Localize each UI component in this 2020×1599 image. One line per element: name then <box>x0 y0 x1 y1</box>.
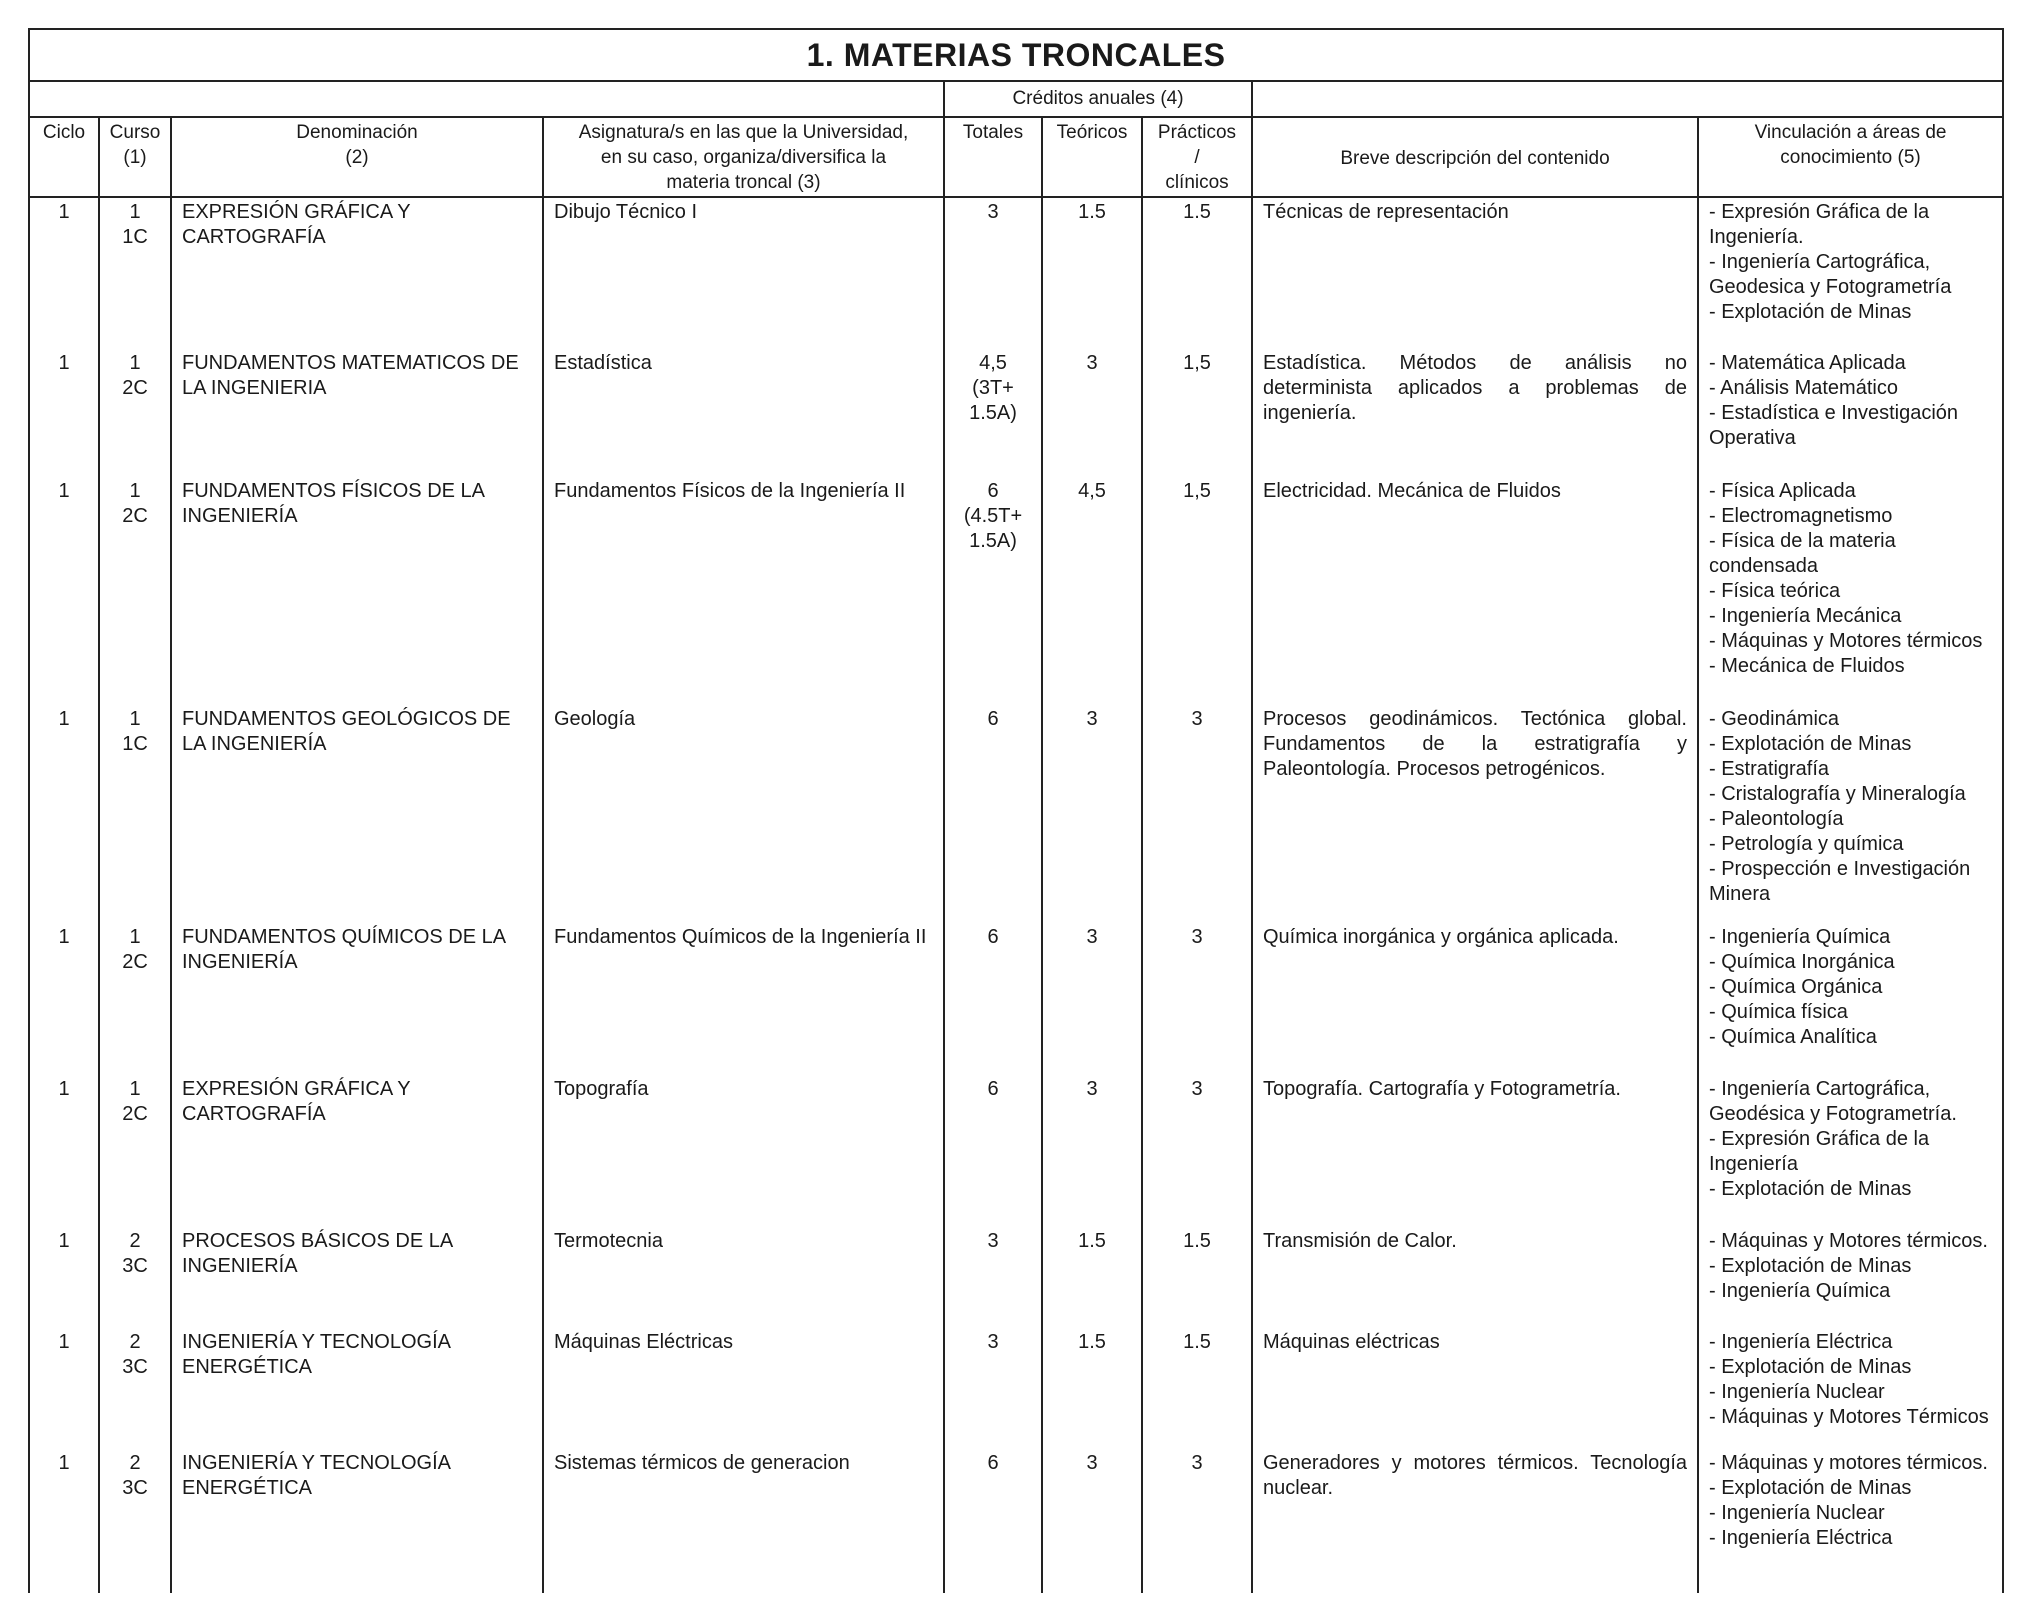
area-item: - Química física <box>1709 1001 1848 1023</box>
col-header-curso: Curso (1) <box>99 117 171 197</box>
area-item: - Ingeniería Química <box>1709 1280 1891 1302</box>
denominacion-cell: INGENIERÍA Y TECNOLOGÍA ENERGÉTICA <box>171 1328 543 1449</box>
practicos-cell: 3 <box>1142 923 1252 1075</box>
area-item: - Ingeniería Cartográfica, Geodésica y Fotogrametría. <box>1709 1078 1957 1125</box>
area-item: - Química Orgánica <box>1709 976 1883 998</box>
creditos-anuales-header: Créditos anuales (4) <box>944 81 1252 117</box>
practicos-cell: 1.5 <box>1142 1227 1252 1328</box>
empty-cell <box>1698 1567 2003 1593</box>
areas-cell <box>1698 1075 2003 1227</box>
empty-cell <box>944 1567 1042 1593</box>
col-header-teoricos: Teóricos <box>1042 117 1142 197</box>
teoricos-cell: 3 <box>1042 923 1142 1075</box>
denominacion-cell: FUNDAMENTOS GEOLÓGICOS DE LA INGENIERÍA <box>171 705 543 923</box>
area-item: - Estadística e Investigación Operativa <box>1709 402 1959 449</box>
area-item: - Física Aplicada <box>1709 480 1856 502</box>
practicos-cell: 1.5 <box>1142 1328 1252 1449</box>
area-item: - Química Inorgánica <box>1709 951 1895 973</box>
descripcion-cell: Técnicas de representación <box>1252 197 1698 349</box>
practicos-cell: 3 <box>1142 1075 1252 1227</box>
curso-cell: 2 3C <box>99 1328 171 1449</box>
descripcion-cell: Máquinas eléctricas <box>1252 1328 1698 1449</box>
denominacion-cell: PROCESOS BÁSICOS DE LA INGENIERÍA <box>171 1227 543 1328</box>
ciclo-cell: 1 <box>29 1449 99 1567</box>
totales-cell: 6 (4.5T+ 1.5A) <box>944 477 1042 705</box>
empty-cell <box>99 1567 171 1593</box>
blank-header-left <box>29 81 944 117</box>
area-item: - Ingeniería Nuclear <box>1709 1381 1885 1403</box>
asignatura-cell: Geología <box>543 705 944 923</box>
area-item: - Expresión Gráfica de la Ingeniería. <box>1709 201 1930 248</box>
denominacion-cell: EXPRESIÓN GRÁFICA Y CARTOGRAFÍA <box>171 197 543 349</box>
areas-cell <box>1698 349 2003 477</box>
area-item: - Máquinas y Motores térmicos. <box>1709 1230 1988 1252</box>
col-header-totales: Totales <box>944 117 1042 197</box>
area-item: - Física teórica <box>1709 580 1841 602</box>
area-item: - Explotación de Minas <box>1709 301 1912 323</box>
totales-cell: 3 <box>944 1328 1042 1449</box>
areas-cell <box>1698 705 2003 923</box>
area-item: - Petrología y química <box>1709 833 1904 855</box>
ciclo-cell: 1 <box>29 197 99 349</box>
teoricos-cell: 3 <box>1042 1075 1142 1227</box>
areas-cell <box>1698 923 2003 1075</box>
area-item: - Ingeniería Mecánica <box>1709 605 1902 627</box>
ciclo-cell: 1 <box>29 1075 99 1227</box>
ciclo-cell: 1 <box>29 705 99 923</box>
descripcion-cell: Estadística. Métodos de análisis no determinista aplicados a problemas de ingeniería. <box>1252 349 1698 477</box>
practicos-cell: 1,5 <box>1142 349 1252 477</box>
practicos-cell: 3 <box>1142 705 1252 923</box>
area-item: - Explotación de Minas <box>1709 1255 1912 1277</box>
area-item: - Mecánica de Fluidos <box>1709 655 1905 677</box>
totales-cell: 3 <box>944 1227 1042 1328</box>
area-item: - Ingeniería Eléctrica <box>1709 1527 1893 1549</box>
denominacion-cell: FUNDAMENTOS MATEMATICOS DE LA INGENIERIA <box>171 349 543 477</box>
curso-cell: 1 2C <box>99 1075 171 1227</box>
teoricos-cell: 4,5 <box>1042 477 1142 705</box>
denominacion-cell: EXPRESIÓN GRÁFICA Y CARTOGRAFÍA <box>171 1075 543 1227</box>
areas-cell <box>1698 1449 2003 1567</box>
descripcion-cell: Procesos geodinámicos. Tectónica global. Fundamentos de la estratigrafía y Paleontología. Procesos petrogénicos. <box>1252 705 1698 923</box>
descripcion-cell: Electricidad. Mecánica de Fluidos <box>1252 477 1698 705</box>
totales-cell: 6 <box>944 1075 1042 1227</box>
blank-header-right <box>1252 81 2003 117</box>
totales-cell: 6 <box>944 1449 1042 1567</box>
empty-cell <box>543 1567 944 1593</box>
area-item: - Ingeniería Eléctrica <box>1709 1331 1893 1353</box>
area-item: - Ingeniería Nuclear <box>1709 1502 1885 1524</box>
ciclo-cell: 1 <box>29 349 99 477</box>
descripcion-cell: Transmisión de Calor. <box>1252 1227 1698 1328</box>
empty-cell <box>171 1567 543 1593</box>
table-row <box>29 1328 2003 1449</box>
area-item: - Máquinas y Motores térmicos <box>1709 630 1983 652</box>
denominacion-cell: FUNDAMENTOS FÍSICOS DE LA INGENIERÍA <box>171 477 543 705</box>
area-item: - Geodinámica <box>1709 708 1840 730</box>
curso-cell: 1 1C <box>99 197 171 349</box>
table-row <box>29 923 2003 1075</box>
practicos-cell: 3 <box>1142 1449 1252 1567</box>
col-header-ciclo: Ciclo <box>29 117 99 197</box>
document-sheet <box>28 28 2002 1593</box>
totales-cell: 6 <box>944 705 1042 923</box>
teoricos-cell: 1.5 <box>1042 1227 1142 1328</box>
table-row-continuation <box>29 1567 2003 1593</box>
table-row <box>29 1449 2003 1567</box>
empty-cell <box>29 1567 99 1593</box>
area-item: - Matemática Aplicada <box>1709 352 1906 374</box>
area-item: - Ingeniería Química <box>1709 926 1891 948</box>
page-title: 1. MATERIAS TRONCALES <box>29 29 2003 81</box>
table-row <box>29 1227 2003 1328</box>
denominacion-cell: INGENIERÍA Y TECNOLOGÍA ENERGÉTICA <box>171 1449 543 1567</box>
area-item: - Física de la materia condensada <box>1709 530 1896 577</box>
area-item: - Expresión Gráfica de la Ingeniería <box>1709 1128 1930 1175</box>
asignatura-cell: Sistemas térmicos de generacion <box>543 1449 944 1567</box>
area-item: - Explotación de Minas <box>1709 1178 1912 1200</box>
col-header-vinculacion: Vinculación a áreas de conocimiento (5) <box>1698 117 2003 197</box>
asignatura-cell: Fundamentos Químicos de la Ingeniería II <box>543 923 944 1075</box>
areas-cell <box>1698 1227 2003 1328</box>
empty-cell <box>1252 1567 1698 1593</box>
areas-cell <box>1698 1328 2003 1449</box>
area-item: - Máquinas y motores térmicos. <box>1709 1452 1988 1474</box>
asignatura-cell: Dibujo Técnico I <box>543 197 944 349</box>
area-item: - Paleontología <box>1709 808 1844 830</box>
teoricos-cell: 3 <box>1042 349 1142 477</box>
asignatura-cell: Termotecnia <box>543 1227 944 1328</box>
area-item: - Explotación de Minas <box>1709 733 1912 755</box>
empty-cell <box>1142 1567 1252 1593</box>
table-row <box>29 349 2003 477</box>
curso-cell: 1 1C <box>99 705 171 923</box>
asignatura-cell: Estadística <box>543 349 944 477</box>
totales-cell: 4,5 (3T+ 1.5A) <box>944 349 1042 477</box>
ciclo-cell: 1 <box>29 923 99 1075</box>
area-item: - Electromagnetismo <box>1709 505 1893 527</box>
table-row <box>29 1075 2003 1227</box>
area-item: - Explotación de Minas <box>1709 1477 1912 1499</box>
teoricos-cell: 3 <box>1042 705 1142 923</box>
col-header-descripcion: Breve descripción del contenido <box>1252 117 1698 197</box>
asignatura-cell: Máquinas Eléctricas <box>543 1328 944 1449</box>
area-item: - Ingeniería Cartográfica, Geodesica y Fotogrametría <box>1709 251 1952 298</box>
curso-cell: 2 3C <box>99 1227 171 1328</box>
ciclo-cell: 1 <box>29 1328 99 1449</box>
empty-cell <box>1042 1567 1142 1593</box>
areas-cell <box>1698 477 2003 705</box>
totales-cell: 3 <box>944 197 1042 349</box>
descripcion-cell: Generadores y motores térmicos. Tecnología nuclear. <box>1252 1449 1698 1567</box>
teoricos-cell: 1.5 <box>1042 197 1142 349</box>
asignatura-cell: Fundamentos Físicos de la Ingeniería II <box>543 477 944 705</box>
denominacion-cell: FUNDAMENTOS QUÍMICOS DE LA INGENIERÍA <box>171 923 543 1075</box>
table-row <box>29 477 2003 705</box>
teoricos-cell: 1.5 <box>1042 1328 1142 1449</box>
area-item: - Química Analítica <box>1709 1026 1877 1048</box>
col-header-asignatura: Asignatura/s en las que la Universidad, en su caso, organiza/diversifica la materia troncal (3) <box>543 117 944 197</box>
area-item: - Prospección e Investigación Minera <box>1709 858 1971 905</box>
area-item: - Cristalografía y Mineralogía <box>1709 783 1966 805</box>
practicos-cell: 1,5 <box>1142 477 1252 705</box>
curso-cell: 1 2C <box>99 923 171 1075</box>
ciclo-cell: 1 <box>29 477 99 705</box>
practicos-cell: 1.5 <box>1142 197 1252 349</box>
descripcion-cell: Topografía. Cartografía y Fotogrametría. <box>1252 1075 1698 1227</box>
area-item: - Análisis Matemático <box>1709 377 1898 399</box>
asignatura-cell: Topografía <box>543 1075 944 1227</box>
area-item: - Explotación de Minas <box>1709 1356 1912 1378</box>
area-item: - Máquinas y Motores Térmicos <box>1709 1406 1989 1428</box>
curso-cell: 2 3C <box>99 1449 171 1567</box>
teoricos-cell: 3 <box>1042 1449 1142 1567</box>
totales-cell: 6 <box>944 923 1042 1075</box>
areas-cell <box>1698 197 2003 349</box>
col-header-denominacion: Denominación (2) <box>171 117 543 197</box>
materias-troncales-table <box>28 28 2004 1593</box>
table-row <box>29 705 2003 923</box>
ciclo-cell: 1 <box>29 1227 99 1328</box>
curso-cell: 1 2C <box>99 349 171 477</box>
descripcion-cell: Química inorgánica y orgánica aplicada. <box>1252 923 1698 1075</box>
area-item: - Estratigrafía <box>1709 758 1830 780</box>
col-header-practicos: Prácticos / clínicos <box>1142 117 1252 197</box>
curso-cell: 1 2C <box>99 477 171 705</box>
table-row <box>29 197 2003 349</box>
